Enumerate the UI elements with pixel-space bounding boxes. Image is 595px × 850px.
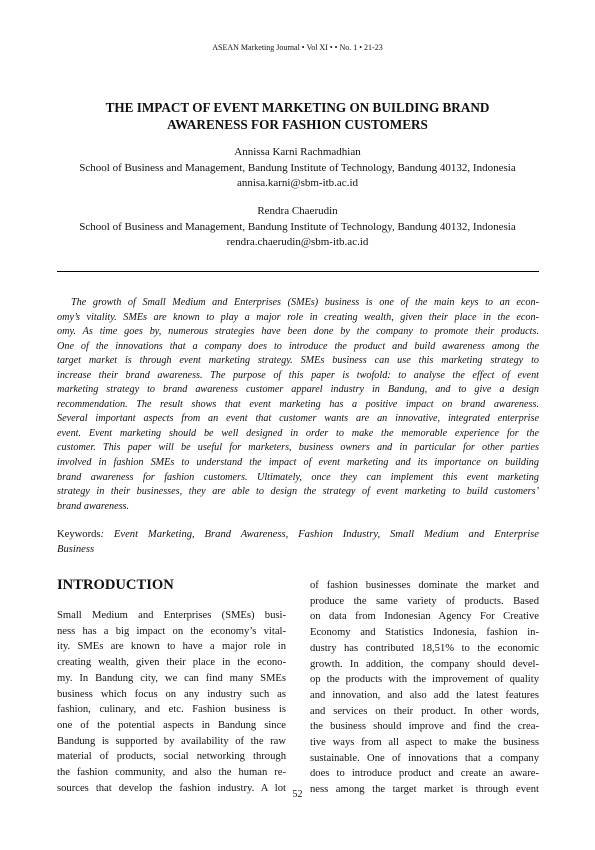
- keywords-text: Business: [57, 543, 95, 555]
- section-heading-introduction: INTRODUCTION: [57, 577, 174, 593]
- body-line: the fashion community, and also the human re-: [57, 767, 286, 779]
- page-number: 52: [292, 789, 303, 800]
- keywords-label: Keywords: [57, 529, 101, 540]
- abstract-line: omy’s vitality. SMEs are known to play a major role in creating wealth, given their place in the econ-: [57, 311, 539, 323]
- body-line: ness among the target market is through event: [310, 784, 539, 796]
- body-line: Economy and Statistics Indonesia, fashion in-: [310, 627, 539, 639]
- horizontal-rule: [57, 271, 539, 272]
- body-line: does to introduce product and create an aware-: [310, 768, 539, 780]
- body-line: Small Medium and Enterprises (SMEs) busi-: [57, 610, 286, 621]
- abstract-line: brand awareness for fashion customers. Ultimately, once they can implement this event marketing: [57, 471, 539, 483]
- author-affiliation: School of Business and Management, Bandung Institute of Technology, Bandung 40132, Indonesia: [79, 220, 516, 233]
- abstract-line: One of the innovations that a company does to introduce the product and build awareness among the: [57, 340, 539, 352]
- body-line: growth. In addition, the company should devel-: [310, 658, 539, 670]
- body-line: op the products with the improvement of quality: [310, 674, 539, 686]
- abstract-line: strategy in their businesses, they are able to design the strategy of event marketing to build customers’: [57, 486, 539, 498]
- abstract-line: recommendation. The result shows that event marketing has a positive impact on brand awareness.: [57, 398, 539, 410]
- paper-title: [60, 99, 535, 133]
- body-line: on data from Indonesian Agency For Creative: [310, 611, 539, 623]
- abstract-line: Several important aspects from an event that customer wants are an innovative, integrated enterprise: [57, 413, 539, 425]
- body-line: one of the potential aspects in Bandung since: [57, 719, 286, 731]
- body-line: tive ways from all aspect to make the business: [310, 737, 539, 749]
- body-line: material of products, social networking through: [57, 751, 286, 763]
- keywords-text: : Event Marketing, Brand Awareness, Fashion Industry, Small Medium and Enterprise: [100, 529, 539, 540]
- body-line: ness has a big impact on the economy’s vital-: [57, 625, 286, 637]
- body-line: creating wealth, given their place in the econo-: [57, 657, 286, 669]
- body-line: sustainable. One of innovations that a company: [310, 752, 539, 764]
- author-block: [40, 145, 555, 192]
- abstract-line: increase their brand awareness. The purpose of this paper is twofold: to analyse the effect of event: [57, 369, 539, 381]
- right-column-text: [310, 578, 539, 798]
- author-email: rendra.chaerudin@sbm-itb.ac.id: [226, 236, 369, 248]
- running-head: ASEAN Marketing Journal • Vol XI • • No. 1 • 21-23: [212, 43, 383, 52]
- body-line: of fashion businesses dominate the market and: [310, 580, 539, 591]
- abstract-line: omy. As time goes by, numerous strategies have been done by the company to promote their products.: [57, 326, 539, 338]
- body-line: business which focus on any industry such as: [57, 688, 286, 700]
- abstract-line: The growth of Small Medium and Enterprises (SMEs) business is one of the main keys to an econ-: [71, 297, 539, 308]
- abstract-line: involved in fashion SMEs to understand the impact of event marketing and its importance on building: [57, 457, 539, 469]
- body-line: and innovation, and also add the latest features: [310, 689, 539, 701]
- author-name: Rendra Chaerudin: [257, 205, 338, 217]
- author-name: Annissa Karni Rachmadhian: [234, 146, 361, 158]
- author-affiliation: School of Business and Management, Bandung Institute of Technology, Bandung 40132, Indonesia: [79, 161, 516, 174]
- body-line: my. In Bandung city, we can find many SMEs: [57, 672, 286, 684]
- author-block: [40, 204, 555, 251]
- abstract-line: event. Event marketing should be well designed in order to make the memorable experience for the: [57, 427, 539, 439]
- keywords: [57, 528, 539, 557]
- abstract-line: customer. This paper will be useful for marketers, business owners and in particular for other parties: [57, 442, 539, 454]
- body-line: sources that develop the fashion industry. A lot: [57, 782, 286, 794]
- abstract: [57, 296, 539, 514]
- body-line: dustry has contributed 18,51% to the economic: [310, 642, 539, 654]
- body-line: ity. SMEs are known to have a major role in: [57, 641, 286, 653]
- abstract-line: brand awareness.: [57, 500, 130, 512]
- body-line: fashion, culinary, and etc. Fashion business is: [57, 704, 286, 716]
- author-email: annisa.karni@sbm-itb.ac.id: [236, 177, 359, 189]
- title-line: THE IMPACT OF EVENT MARKETING ON BUILDING BRAND: [105, 100, 490, 115]
- title-line: AWARENESS FOR FASHION CUSTOMERS: [167, 117, 428, 132]
- abstract-line: target market is through event marketing strategy. SMEs business can use this marketing strategy to: [57, 355, 539, 367]
- body-line: Bandung is supported by availability of the raw: [57, 735, 286, 747]
- abstract-line: marketing strategy to brand awareness customer apparel industry in Bandung, and to give a design: [57, 384, 539, 396]
- body-line: the business should improve and find the crea-: [310, 721, 539, 733]
- body-line: and services on their product. In other words,: [310, 705, 539, 717]
- left-column-text: [57, 608, 286, 796]
- body-line: produce the same variety of products. Based: [310, 595, 539, 607]
